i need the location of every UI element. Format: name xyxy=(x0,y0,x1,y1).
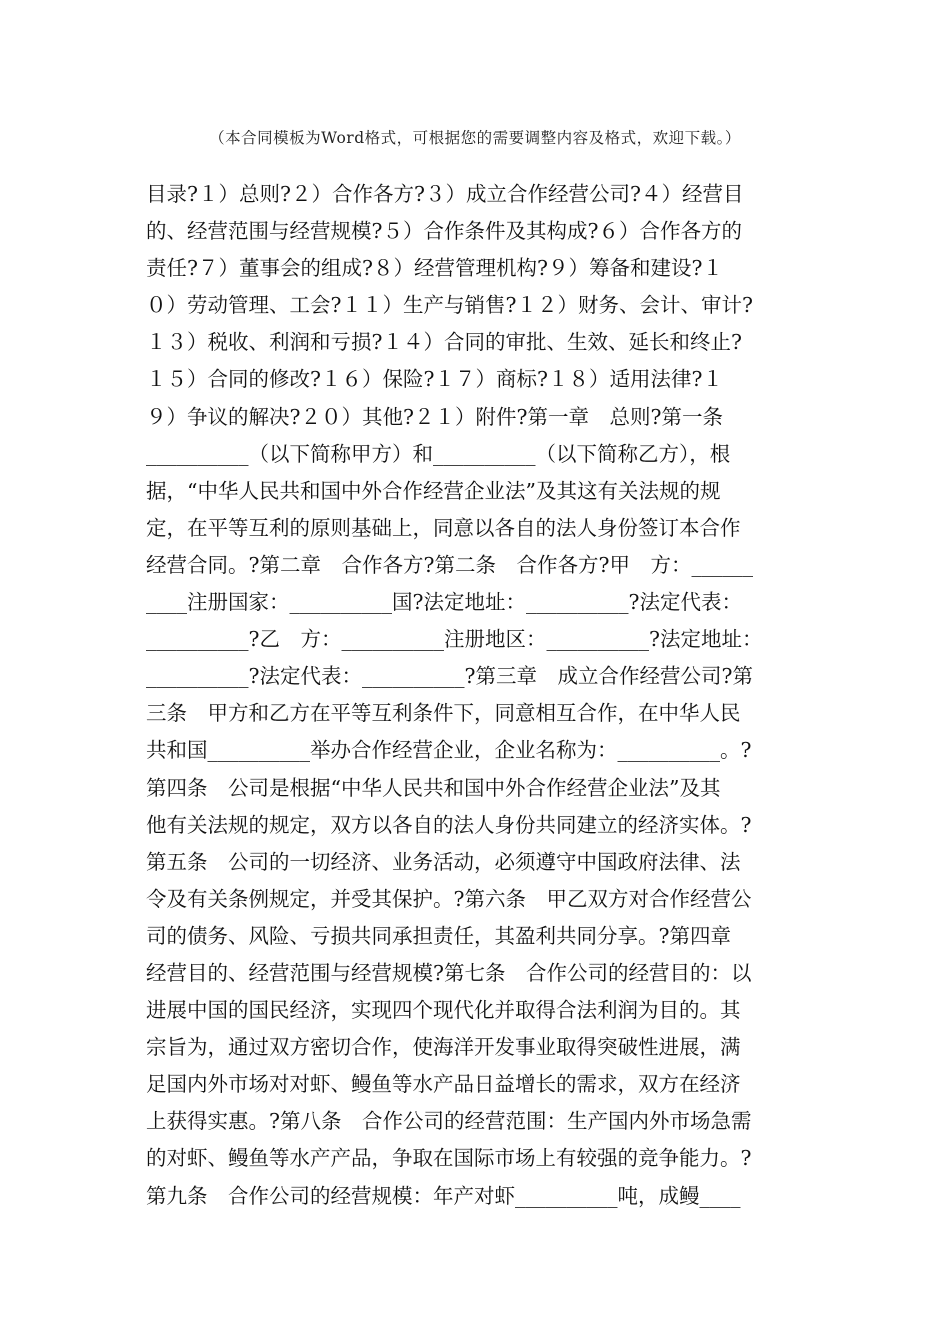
contract-text-line: 经营合同。?第二章 合作各方?第二条 合作各方?甲 方：______ xyxy=(146,552,753,577)
contract-text-line: __________?法定代表：__________?第三章 成立合作经营公司?第 xyxy=(146,664,753,689)
contract-text-line: 的、经营范围与经营规模?５）合作条件及其构成?６）合作各方的 xyxy=(146,219,742,244)
contract-text-line: 上获得实惠。?第八条 合作公司的经营范围：生产国内外市场急需 xyxy=(146,1109,752,1134)
contract-text-line: 他有关法规的规定，双方以各自的法人身份共同建立的经济实体。? xyxy=(146,812,752,837)
contract-body xyxy=(146,176,806,1215)
contract-text-line: 经营目的、经营范围与经营规模?第七条 合作公司的经营目的：以 xyxy=(146,960,752,985)
contract-text-line: ９）争议的解决?２０）其他?２１）附件?第一章 总则?第一条 xyxy=(146,404,723,429)
contract-text-line: 三条 甲方和乙方在平等互利条件下，同意相互合作，在中华人民 xyxy=(146,701,741,726)
contract-text-line: 的对虾、鳗鱼等水产产品，争取在国际市场上有较强的竞争能力。? xyxy=(146,1146,752,1171)
contract-text-line: １５）合同的修改?１６）保险?１７）商标?１８）适用法律?１ xyxy=(146,367,723,392)
contract-text-line: __________?乙 方：__________注册地区：__________?法定地址： xyxy=(146,627,763,652)
contract-text-line: １３）税收、利润和亏损?１４）合同的审批、生效、延长和终止? xyxy=(146,330,742,355)
contract-text-line: 第九条 合作公司的经营规模：年产对虾__________吨，成鳗____ xyxy=(146,1183,741,1208)
contract-text-line: 共和国__________举办合作经营企业，企业名称为：__________。? xyxy=(146,738,752,763)
contract-text-line: 宗旨为，通过双方密切合作，使海洋开发事业取得突破性进展，满 xyxy=(146,1035,741,1060)
contract-text-line: 第四条 公司是根据“中华人民共和国中外合作经营企业法”及其 xyxy=(146,775,721,800)
contract-text-line: 责任?７）董事会的组成?８）经营管理机构?９）筹备和建设?１ xyxy=(146,256,723,281)
template-note: （本合同模板为Word格式，可根据您的需要调整内容及格式，欢迎下载。） xyxy=(209,129,741,147)
contract-text-line: 据，“中华人民共和国中外合作经营企业法”及其这有关法规的规 xyxy=(146,478,721,503)
contract-text-line: ____注册国家：__________国?法定地址：__________?法定代表： xyxy=(146,590,742,615)
contract-text-line: ０）劳动管理、工会?１１）生产与销售?１２）财务、会计、审计? xyxy=(146,293,753,318)
contract-text-line: 进展中国的国民经济，实现四个现代化并取得合法利润为目的。其 xyxy=(146,998,741,1023)
contract-text-line: 足国内外市场对对虾、鳗鱼等水产品日益增长的需求，双方在经济 xyxy=(146,1072,741,1097)
contract-text-line: __________（以下简称甲方）和__________（以下简称乙方），根 xyxy=(146,441,731,466)
contract-text-line: 令及有关条例规定，并受其保护。?第六条 甲乙双方对合作经营公 xyxy=(146,886,752,911)
contract-text-line: 目录?１）总则?２）合作各方?３）成立合作经营公司?４）经营目 xyxy=(146,182,744,206)
contract-text-line: 司的债务、风险、亏损共同承担责任，其盈利共同分享。?第四章 xyxy=(146,923,731,948)
contract-text-line: 第五条 公司的一切经济、业务活动，必须遵守中国政府法律、法 xyxy=(146,849,741,874)
contract-text-line: 定，在平等互利的原则基础上，同意以各自的法人身份签订本合作 xyxy=(146,515,741,540)
